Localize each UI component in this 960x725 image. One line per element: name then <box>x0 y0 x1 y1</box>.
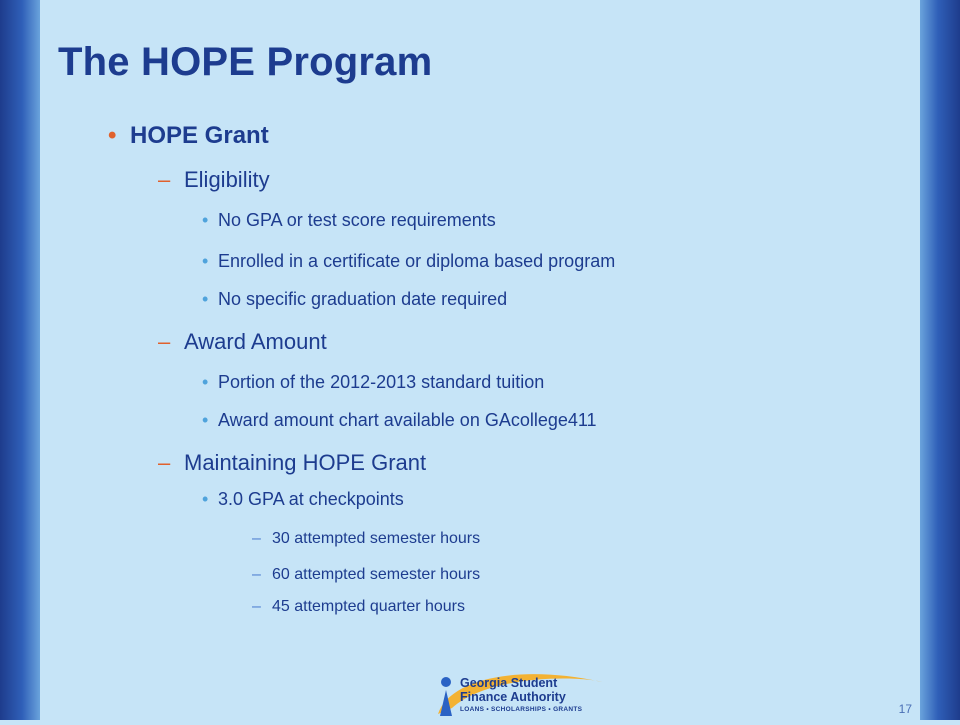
slide-content <box>40 0 920 720</box>
subheading-eligibility <box>158 167 270 193</box>
gsfa-logo <box>430 668 620 720</box>
bullet-marker: • <box>202 210 209 230</box>
checkpoint-item <box>252 566 480 584</box>
checkpoint-item <box>252 598 465 616</box>
subheading-maintaining <box>158 450 426 476</box>
list-item <box>202 372 544 393</box>
list-item-text: No specific graduation date required <box>218 289 508 309</box>
list-item-text: Enrolled in a certificate or diploma based program <box>218 251 616 271</box>
dash-marker: – <box>252 566 261 583</box>
list-item <box>202 410 597 431</box>
list-item-text: Award amount chart available on GAcollege411 <box>218 410 597 430</box>
page-number: 17 <box>898 702 912 716</box>
logo-name-line1: Georgia Student <box>460 676 558 690</box>
checkpoint-text: 45 attempted quarter hours <box>272 598 466 615</box>
bullet-marker: • <box>108 122 117 149</box>
logo-name-line2: Finance Authority <box>460 690 566 704</box>
checkpoint-text: 60 attempted semester hours <box>272 566 481 583</box>
logo-tagline: LOANS • SCHOLARSHIPS • GRANTS <box>460 706 583 713</box>
dash-marker: – <box>252 598 261 615</box>
dash-marker: – <box>252 530 261 547</box>
slide-title: The HOPE Program <box>58 40 433 84</box>
bullet-hope-grant <box>108 122 269 150</box>
checkpoint-text: 30 attempted semester hours <box>272 530 481 547</box>
logo-name <box>460 676 566 704</box>
subheading-text: Eligibility <box>184 167 270 192</box>
checkpoint-item <box>252 530 480 548</box>
list-item-text: Portion of the 2012-2013 standard tuition <box>218 372 545 392</box>
list-item <box>202 289 507 310</box>
bullet-marker: • <box>202 489 209 509</box>
list-item-text: 3.0 GPA at checkpoints <box>218 489 404 509</box>
bullet-marker: • <box>202 251 209 271</box>
bullet-marker: • <box>202 410 209 430</box>
bullet-marker: • <box>202 372 209 392</box>
subheading-text: Award Amount <box>184 329 327 354</box>
subheading-text: Maintaining HOPE Grant <box>184 450 427 475</box>
list-item <box>202 251 615 272</box>
dash-marker: – <box>158 450 171 475</box>
left-border-band <box>0 0 40 720</box>
dash-marker: – <box>158 167 171 192</box>
list-item-text: No GPA or test score requirements <box>218 210 496 230</box>
list-item <box>202 210 496 231</box>
bullet-marker: • <box>202 289 209 309</box>
dash-marker: – <box>158 329 171 354</box>
bullet-text: HOPE Grant <box>130 122 269 149</box>
right-border-band <box>920 0 960 720</box>
list-item <box>202 489 404 510</box>
subheading-award-amount <box>158 329 327 355</box>
